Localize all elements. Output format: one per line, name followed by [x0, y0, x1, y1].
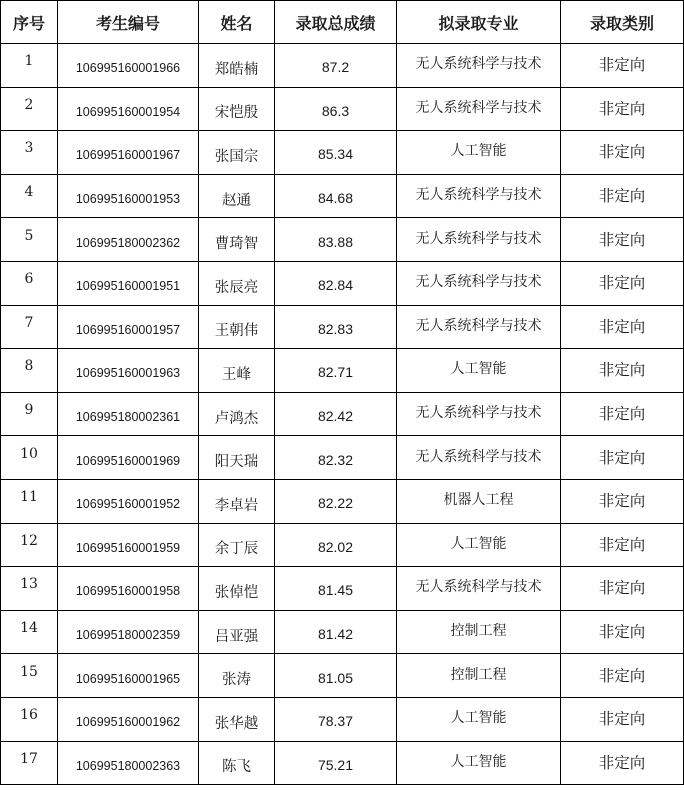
cell-no: 9	[1, 388, 58, 432]
cell-name: 张辰亮	[199, 264, 275, 308]
cell-major: 机器人工程	[397, 477, 561, 521]
cell-category: 非定向	[561, 348, 684, 392]
cell-no: 5	[1, 214, 58, 258]
table-row	[1, 218, 684, 262]
cell-exam-id: 106995160001966	[58, 47, 199, 91]
table-row	[1, 610, 684, 654]
cell-name: 张国宗	[199, 134, 275, 178]
cell-name: 卢鸿杰	[199, 395, 275, 439]
header-major: 拟录取专业	[397, 1, 561, 44]
cell-name: 张倬恺	[199, 570, 275, 614]
cell-major: 控制工程	[397, 652, 561, 696]
table-row	[1, 436, 684, 480]
cell-exam-id: 106995160001952	[58, 482, 199, 526]
table-row	[1, 44, 684, 88]
cell-major: 无人系统科学与技术	[397, 85, 561, 129]
table-row	[1, 305, 684, 349]
cell-exam-id: 106995160001953	[58, 177, 199, 221]
table-row	[1, 741, 684, 785]
cell-score: 83.88	[275, 220, 397, 264]
cell-name: 陈飞	[199, 744, 275, 788]
cell-major: 无人系统科学与技术	[397, 390, 561, 434]
cell-no: 10	[1, 432, 58, 476]
cell-major: 控制工程	[397, 608, 561, 652]
cell-name: 阳天瑞	[199, 439, 275, 483]
cell-major: 无人系统科学与技术	[397, 42, 561, 86]
table-row	[1, 131, 684, 175]
cell-name: 赵通	[199, 177, 275, 221]
cell-category: 非定向	[561, 130, 684, 174]
cell-exam-id: 106995160001967	[58, 134, 199, 178]
cell-category: 非定向	[561, 173, 684, 217]
cell-name: 张涛	[199, 657, 275, 701]
cell-exam-id: 106995160001962	[58, 700, 199, 744]
cell-major: 无人系统科学与技术	[397, 434, 561, 478]
cell-category: 非定向	[561, 391, 684, 435]
cell-category: 非定向	[561, 478, 684, 522]
table-row	[1, 567, 684, 611]
cell-category: 非定向	[561, 43, 684, 87]
cell-score: 82.22	[275, 481, 397, 525]
cell-exam-id: 106995180002362	[58, 221, 199, 265]
cell-no: 4	[1, 170, 58, 214]
cell-category: 非定向	[561, 653, 684, 697]
cell-name: 郑皓楠	[199, 47, 275, 91]
cell-name: 张华越	[199, 700, 275, 744]
cell-name: 王朝伟	[199, 308, 275, 352]
cell-name: 王峰	[199, 352, 275, 396]
cell-name: 余丁辰	[199, 526, 275, 570]
cell-score: 82.02	[275, 525, 397, 569]
cell-exam-id: 106995160001957	[58, 308, 199, 352]
cell-no: 6	[1, 257, 58, 301]
cell-name: 李卓岩	[199, 482, 275, 526]
cell-no: 2	[1, 83, 58, 127]
cell-exam-id: 106995180002359	[58, 613, 199, 657]
cell-exam-id: 106995160001965	[58, 657, 199, 701]
cell-score: 86.3	[275, 89, 397, 133]
cell-category: 非定向	[561, 696, 684, 740]
cell-name: 吕亚强	[199, 613, 275, 657]
cell-no: 7	[1, 301, 58, 345]
cell-score: 81.05	[275, 656, 397, 700]
cell-major: 无人系统科学与技术	[397, 216, 561, 260]
cell-name: 曹琦智	[199, 221, 275, 265]
cell-category: 非定向	[561, 609, 684, 653]
cell-category: 非定向	[561, 740, 684, 784]
cell-score: 87.2	[275, 46, 397, 90]
cell-major: 人工智能	[397, 347, 561, 391]
table-row	[1, 523, 684, 567]
cell-exam-id: 106995160001954	[58, 90, 199, 134]
cell-score: 82.71	[275, 351, 397, 395]
table-row	[1, 654, 684, 698]
cell-exam-id: 106995180002363	[58, 744, 199, 788]
cell-major: 无人系统科学与技术	[397, 259, 561, 303]
cell-score: 82.42	[275, 394, 397, 438]
table-row	[1, 697, 684, 741]
cell-major: 人工智能	[397, 739, 561, 783]
header-no: 序号	[1, 1, 58, 44]
cell-no: 12	[1, 519, 58, 563]
cell-category: 非定向	[561, 304, 684, 348]
table-row	[1, 174, 684, 218]
cell-no: 15	[1, 650, 58, 694]
cell-major: 人工智能	[397, 695, 561, 739]
cell-no: 3	[1, 127, 58, 171]
cell-major: 人工智能	[397, 129, 561, 173]
cell-exam-id: 106995160001969	[58, 439, 199, 483]
header-exam-id: 考生编号	[58, 1, 199, 44]
cell-major: 无人系统科学与技术	[397, 565, 561, 609]
cell-category: 非定向	[561, 217, 684, 261]
cell-score: 82.84	[275, 263, 397, 307]
table-body	[1, 44, 684, 785]
cell-major: 无人系统科学与技术	[397, 172, 561, 216]
table-row	[1, 392, 684, 436]
cell-score: 85.34	[275, 133, 397, 177]
cell-score: 81.45	[275, 569, 397, 613]
cell-exam-id: 106995180002361	[58, 395, 199, 439]
cell-no: 13	[1, 563, 58, 607]
header-name: 姓名	[199, 1, 275, 44]
cell-score: 84.68	[275, 176, 397, 220]
cell-category: 非定向	[561, 86, 684, 130]
cell-name: 宋恺殷	[199, 90, 275, 134]
cell-major: 人工智能	[397, 521, 561, 565]
cell-score: 78.37	[275, 699, 397, 743]
cell-score: 75.21	[275, 743, 397, 787]
cell-exam-id: 106995160001951	[58, 264, 199, 308]
header-row	[1, 1, 684, 44]
cell-exam-id: 106995160001963	[58, 352, 199, 396]
cell-exam-id: 106995160001958	[58, 570, 199, 614]
cell-score: 82.83	[275, 307, 397, 351]
header-score: 录取总成绩	[275, 1, 397, 44]
header-category: 录取类别	[561, 1, 684, 44]
cell-category: 非定向	[561, 522, 684, 566]
cell-major: 无人系统科学与技术	[397, 303, 561, 347]
cell-no: 11	[1, 475, 58, 519]
cell-no: 1	[1, 40, 58, 84]
table-row	[1, 87, 684, 131]
cell-score: 82.32	[275, 438, 397, 482]
cell-no: 16	[1, 693, 58, 737]
table-row	[1, 261, 684, 305]
cell-category: 非定向	[561, 566, 684, 610]
cell-category: 非定向	[561, 260, 684, 304]
cell-no: 17	[1, 737, 58, 781]
cell-score: 81.42	[275, 612, 397, 656]
cell-no: 14	[1, 606, 58, 650]
cell-no: 8	[1, 345, 58, 389]
cell-exam-id: 106995160001959	[58, 526, 199, 570]
table-row	[1, 349, 684, 393]
table-row	[1, 479, 684, 523]
cell-category: 非定向	[561, 435, 684, 479]
